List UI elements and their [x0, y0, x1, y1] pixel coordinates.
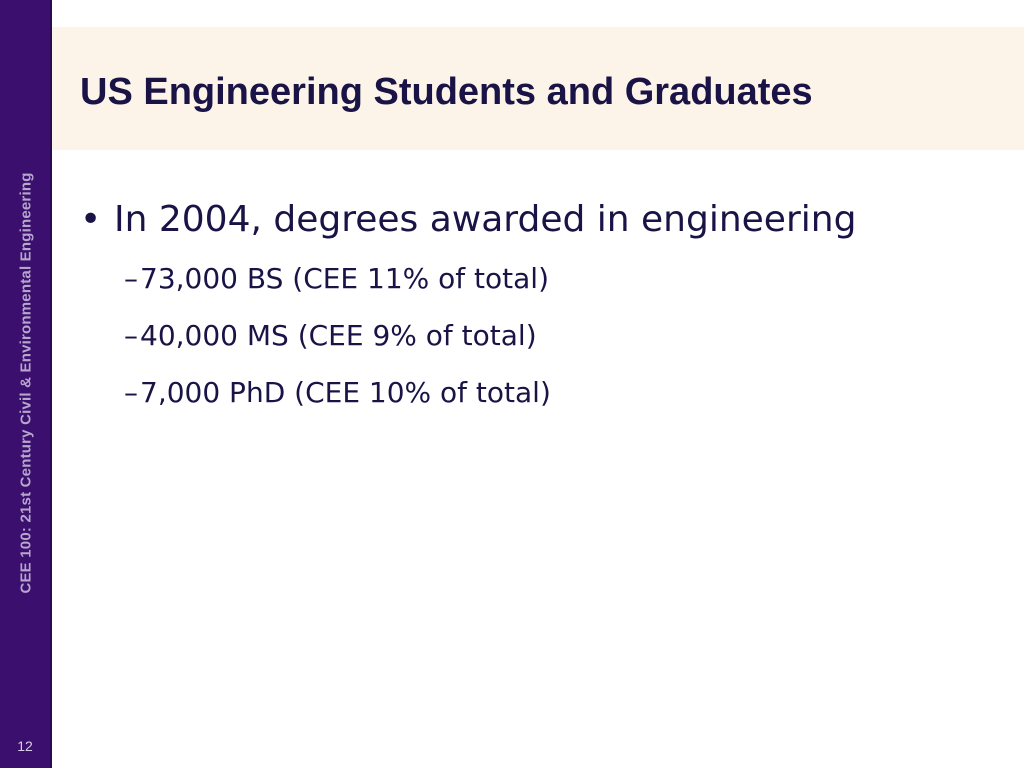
bullet-marker: •	[80, 199, 102, 240]
sub-bullet-item	[80, 307, 980, 364]
sub-bullet-item	[80, 250, 980, 307]
sub-bullet-marker: –	[124, 376, 138, 409]
bullet-item	[80, 190, 980, 250]
sidebar	[0, 0, 52, 768]
title-band	[52, 27, 1024, 150]
sub-bullet-text: 73,000 BS (CEE 11% of total)	[140, 262, 549, 295]
sub-bullet-marker: –	[124, 319, 138, 352]
course-label: CEE 100: 21st Century Civil & Environmental Engineering	[17, 172, 35, 594]
slide-number: 12	[17, 738, 33, 754]
slide-content	[80, 190, 980, 421]
sub-bullet-text: 7,000 PhD (CEE 10% of total)	[140, 376, 551, 409]
sub-bullet-marker: –	[124, 262, 138, 295]
bullet-text: In 2004, degrees awarded in engineering	[114, 199, 857, 240]
sub-bullet-item	[80, 364, 980, 421]
slide-title: US Engineering Students and Graduates	[80, 71, 813, 113]
sub-bullet-text: 40,000 MS (CEE 9% of total)	[140, 319, 537, 352]
